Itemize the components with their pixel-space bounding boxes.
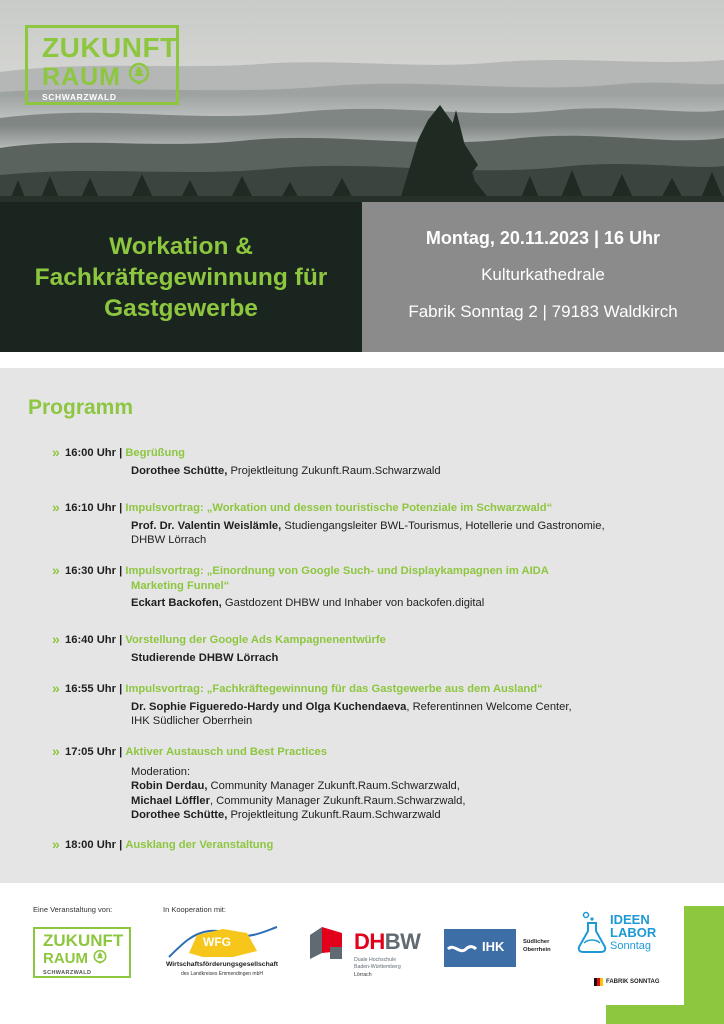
wfg-mark: WFG — [203, 935, 231, 949]
chevron-right-icon: » — [52, 680, 60, 696]
speaker-role: Studiengangsleiter BWL-Tourismus, Hotellerie und Gastronomie, — [281, 519, 605, 532]
event-address: Fabrik Sonntag 2 | 79183 Waldkirch — [408, 302, 678, 321]
fabrik-sonntag-brand — [594, 978, 660, 986]
event-title: Workation & Fachkräftegewinnung für Gastgewerbe — [34, 232, 328, 322]
speaker-role: Projektleitung Zukunft.Raum.Schwarzwald — [227, 809, 441, 821]
speaker-name: Eckart Backofen, — [131, 597, 222, 609]
logo-text-raum — [43, 949, 129, 969]
program-time: 18:00 Uhr | — [65, 839, 126, 851]
ihk-line1: Südlicher — [523, 939, 550, 945]
cooperation-label: In Kooperation mit: — [163, 905, 226, 914]
program-item — [52, 745, 466, 823]
program-item — [52, 633, 386, 665]
zukunftraum-logo-small — [33, 927, 131, 978]
ideenlabor-logo — [574, 911, 684, 1001]
speaker-role: Projektleitung Zukunft.Raum.Schwarzwald — [227, 464, 441, 477]
speaker-role: , Community Manager Zukunft.Raum.Schwarzwald, — [209, 794, 466, 807]
program-time: 16:00 Uhr | — [65, 447, 126, 459]
program-title-continued: Marketing Funnel“ — [131, 579, 230, 592]
logo-text-schwarzwald: SCHWARZWALD — [42, 92, 117, 102]
chevron-right-icon: » — [52, 631, 60, 647]
event-info-box — [362, 202, 724, 352]
program-details — [131, 519, 605, 548]
program-time: 16:40 Uhr | — [65, 634, 126, 646]
wfg-subtitle: des Landkreises Emmendingen mbH — [181, 971, 263, 977]
dhbw-emblem-icon — [308, 923, 348, 963]
program-item — [52, 564, 549, 611]
ihk-box — [444, 929, 516, 967]
program-details — [131, 651, 386, 666]
dhbw-line3: Lörrach — [354, 972, 372, 978]
zukunftraum-logo — [25, 25, 179, 105]
event-title-box — [0, 202, 362, 352]
moderation-label: Moderation: — [131, 765, 191, 778]
ideen-line1: IDEEN — [610, 912, 650, 927]
program-title: Vorstellung der Google Ads Kampagnenentwürfe — [125, 634, 386, 646]
program-section — [0, 368, 724, 883]
logo-text-zukunft: ZUKUNFT — [43, 931, 124, 950]
program-details — [131, 464, 441, 479]
logo-text-zukunft: ZUKUNFT — [42, 32, 178, 63]
chevron-right-icon: » — [52, 499, 60, 515]
program-time: 16:30 Uhr | — [65, 565, 126, 577]
hero-banner — [0, 0, 724, 352]
event-venue: Kulturkathedrale — [481, 265, 605, 284]
program-title: Impulsvortrag: „Einordnung von Google Such- und Displaykampagnen im AIDA — [125, 565, 549, 577]
speaker-name: Michael Löffler — [131, 794, 210, 807]
organizer-label: Eine Veranstaltung von: — [33, 905, 113, 914]
program-title: Aktiver Austausch und Best Practices — [125, 746, 327, 758]
wfg-name: Wirtschaftsförderungsgesellschaft — [165, 961, 279, 968]
ihk-line2: Oberrhein — [523, 947, 551, 953]
flag-icon — [594, 978, 603, 986]
tree-pin-icon — [93, 949, 107, 969]
program-heading: Programm — [28, 396, 134, 419]
speaker-role: Community Manager Zukunft.Raum.Schwarzwald, — [207, 780, 460, 792]
program-title: Ausklang der Veranstaltung — [125, 839, 274, 851]
speaker-name: Robin Derdau, — [131, 780, 208, 792]
program-time: 16:55 Uhr | — [65, 683, 126, 695]
program-item — [52, 446, 441, 478]
logo-text-raum — [42, 62, 176, 91]
ideenlabor-area — [574, 901, 684, 1005]
speaker-role: Gastdozent DHBW und Inhaber von backofen.digital — [221, 597, 485, 609]
speaker-name: Studierende DHBW Lörrach — [131, 651, 279, 664]
program-details — [131, 765, 466, 823]
wfg-logo — [163, 923, 281, 983]
event-date: Montag, 20.11.2023 | 16 Uhr — [425, 228, 661, 248]
ideen-line2: LABOR — [610, 925, 657, 940]
ihk-wave-icon — [444, 929, 478, 967]
dhbw-wordmark-gray: BW — [384, 929, 421, 954]
flask-icon — [576, 911, 608, 955]
fabrik-sonntag-label: FABRIK SONNTAG — [606, 979, 660, 985]
program-item — [52, 682, 572, 729]
chevron-right-icon: » — [52, 444, 60, 460]
program-title: Impulsvortrag: „Fachkräftegewinnung für das Gastgewerbe aus dem Ausland“ — [125, 683, 543, 695]
speaker-name: Dorothee Schütte, — [131, 809, 228, 821]
footer-partners — [0, 883, 724, 1024]
program-title: Begrüßung — [125, 447, 186, 459]
chevron-right-icon: » — [52, 836, 60, 852]
logo-text-schwarzwald: SCHWARZWALD — [43, 970, 92, 976]
ihk-mark: IHK — [482, 939, 505, 954]
logo-text-raum-label: RAUM — [43, 950, 88, 967]
program-details — [131, 700, 572, 729]
speaker-name: Dorothee Schütte, — [131, 464, 228, 477]
speaker-role: , Referentinnen Welcome Center, — [406, 700, 572, 713]
speaker-name: Prof. Dr. Valentin Weislämle, — [131, 519, 282, 532]
speaker-name: Dr. Sophie Figueredo-Hardy und Olga Kuchendaeva — [131, 700, 407, 713]
ideen-line3: Sonntag — [610, 940, 651, 952]
program-title: Impulsvortrag: „Workation und dessen touristische Potenziale im Schwarzwald“ — [125, 502, 553, 514]
program-details — [131, 579, 549, 611]
speaker-role: IHK Südlicher Oberrhein — [131, 715, 253, 727]
dhbw-line2: Baden-Württemberg — [354, 964, 401, 970]
dhbw-wordmark-red: DH — [354, 929, 385, 954]
chevron-right-icon: » — [52, 562, 60, 578]
program-item — [52, 838, 273, 853]
tree-pin-icon — [128, 62, 150, 91]
ihk-logo — [444, 929, 554, 969]
dhbw-wordmark — [354, 929, 420, 955]
program-time: 16:10 Uhr | — [65, 502, 126, 514]
program-time: 17:05 Uhr | — [65, 746, 126, 758]
logo-text-raum-label: RAUM — [42, 62, 121, 91]
speaker-role: DHBW Lörrach — [131, 534, 207, 546]
chevron-right-icon: » — [52, 743, 60, 759]
dhbw-line1: Duale Hochschule — [354, 957, 397, 963]
dhbw-logo — [308, 923, 423, 985]
program-item — [52, 501, 605, 548]
